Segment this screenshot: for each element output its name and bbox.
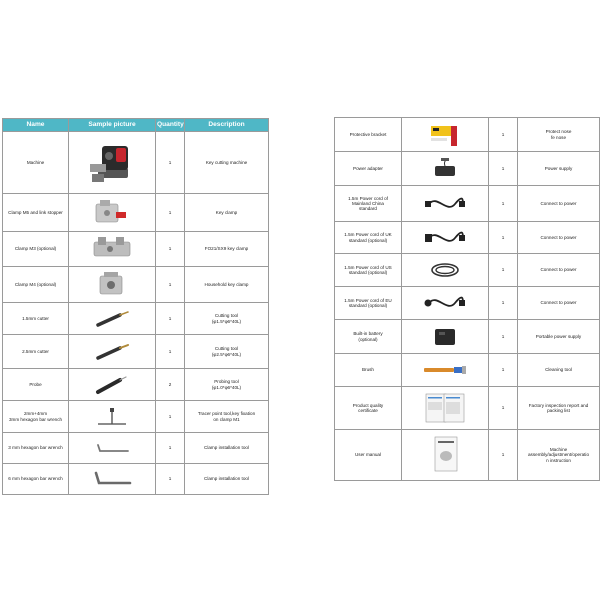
item-quantity: 1 [156,401,185,433]
item-quantity: 1 [489,118,518,152]
power-cord-icon [402,222,489,254]
item-description: Probing tool (φ1.0*φ6*40L) [185,369,269,401]
item-description: Household key clamp [185,267,269,303]
item-description: Connect to power [518,222,600,254]
item-description: Cleaning tool [518,354,600,387]
probe-icon [69,369,156,401]
item-name: 1.5m Power cord of Mainland China standard [335,186,402,222]
item-description: Key clamp [185,194,269,232]
item-quantity: 1 [489,354,518,387]
item-quantity: 1 [156,464,185,495]
item-quantity: 1 [489,254,518,287]
item-quantity: 1 [489,222,518,254]
item-name: 3 mm hexagon bar wrench [3,433,69,464]
power-adapter-icon [402,152,489,186]
item-description: Connect to power [518,287,600,320]
table-row [3,132,269,194]
power-cord-icon [402,254,489,287]
item-description: Cutting tool (φ2.5*φ6*40L) [185,335,269,369]
item-description: Portable power supply [518,320,600,354]
header-sample-picture: Sample picture [69,119,156,132]
item-quantity: 1 [156,303,185,335]
item-quantity: 1 [489,387,518,430]
item-quantity: 1 [156,335,185,369]
table-row [335,254,600,287]
table-row [3,267,269,303]
clamp-m5-icon [69,194,156,232]
table-row [3,401,269,433]
item-description: Clamp installation tool [185,433,269,464]
item-description: Cutting tool (φ1.5*φ6*40L) [185,303,269,335]
item-quantity: 1 [156,267,185,303]
item-name: Built-in battery (optional) [335,320,402,354]
hex-wrench-large-icon [69,464,156,495]
item-quantity: 1 [156,194,185,232]
packing-list-table-right [334,117,600,481]
cutter-icon [69,335,156,369]
item-quantity: 1 [489,287,518,320]
item-name: Brush [335,354,402,387]
cutter-icon [69,303,156,335]
table-row [335,430,600,481]
item-name: Product quality certificate [335,387,402,430]
manual-icon [402,430,489,481]
table-row [3,232,269,267]
item-quantity: 1 [156,433,185,464]
table-row [335,320,600,354]
key-cutting-machine-icon [69,132,156,194]
certificate-icon [402,387,489,430]
header-row [3,119,269,132]
item-name: Probe [3,369,69,401]
table-row [335,186,600,222]
item-name: Power adapter [335,152,402,186]
table-row [3,194,269,232]
power-cord-icon [402,186,489,222]
header-name: Name [3,119,69,132]
item-name: User manual [335,430,402,481]
item-description: Protect nose fe nose [518,118,600,152]
table-row [335,287,600,320]
item-description: Clamp installation tool [185,464,269,495]
table-row [335,152,600,186]
table-row [3,433,269,464]
item-name: 2mm+4mm 3mm hexagon bar wrench [3,401,69,433]
clamp-m4-icon [69,267,156,303]
item-name: Clamp M3 (optional) [3,232,69,267]
item-description: Machine assembly/adjustment/operatio n instruction [518,430,600,481]
item-name: 1.5mm cutter [3,303,69,335]
header-description: Description [185,119,269,132]
table-row [3,464,269,495]
item-name: 6 mm hexagon bar wrench [3,464,69,495]
item-description: Tracer point tool,key fixation on clamp M1 [185,401,269,433]
item-description: Power supply [518,152,600,186]
table-row [335,354,600,387]
item-quantity: 1 [489,320,518,354]
item-name: Protective bracket [335,118,402,152]
item-name: 1.5m Power cord of US standard (optional) [335,254,402,287]
clamp-m3-icon [69,232,156,267]
item-description: Factory inspection report and packing list [518,387,600,430]
item-name: Clamp M4 (optional) [3,267,69,303]
item-quantity: 1 [489,152,518,186]
table-row [335,118,600,152]
power-cord-icon [402,287,489,320]
item-description: Connect to power [518,254,600,287]
item-quantity: 1 [489,186,518,222]
table-row [335,387,600,430]
packing-list-table-left [2,118,269,495]
item-name: Machine [3,132,69,194]
item-description: Key cutting machine [185,132,269,194]
item-description: Connect to power [518,186,600,222]
table-row [3,369,269,401]
item-name: Clamp M5 and link stopper [3,194,69,232]
brush-icon [402,354,489,387]
item-quantity: 1 [156,132,185,194]
table-row [3,335,269,369]
item-quantity: 1 [156,232,185,267]
item-description: FO21/SX9 key clamp [185,232,269,267]
table-row [335,222,600,254]
item-quantity: 2 [156,369,185,401]
header-quantity: Quantity [156,119,185,132]
battery-icon [402,320,489,354]
item-name: 2.5mm cutter [3,335,69,369]
item-quantity: 1 [489,430,518,481]
item-name: 1.5m Power cord of UK standard (optional) [335,222,402,254]
hex-wrench-icon [69,433,156,464]
t-wrench-icon [69,401,156,433]
protective-bracket-icon [402,118,489,152]
table-row [3,303,269,335]
item-name: 1.5m Power cord of EU standard (optional) [335,287,402,320]
